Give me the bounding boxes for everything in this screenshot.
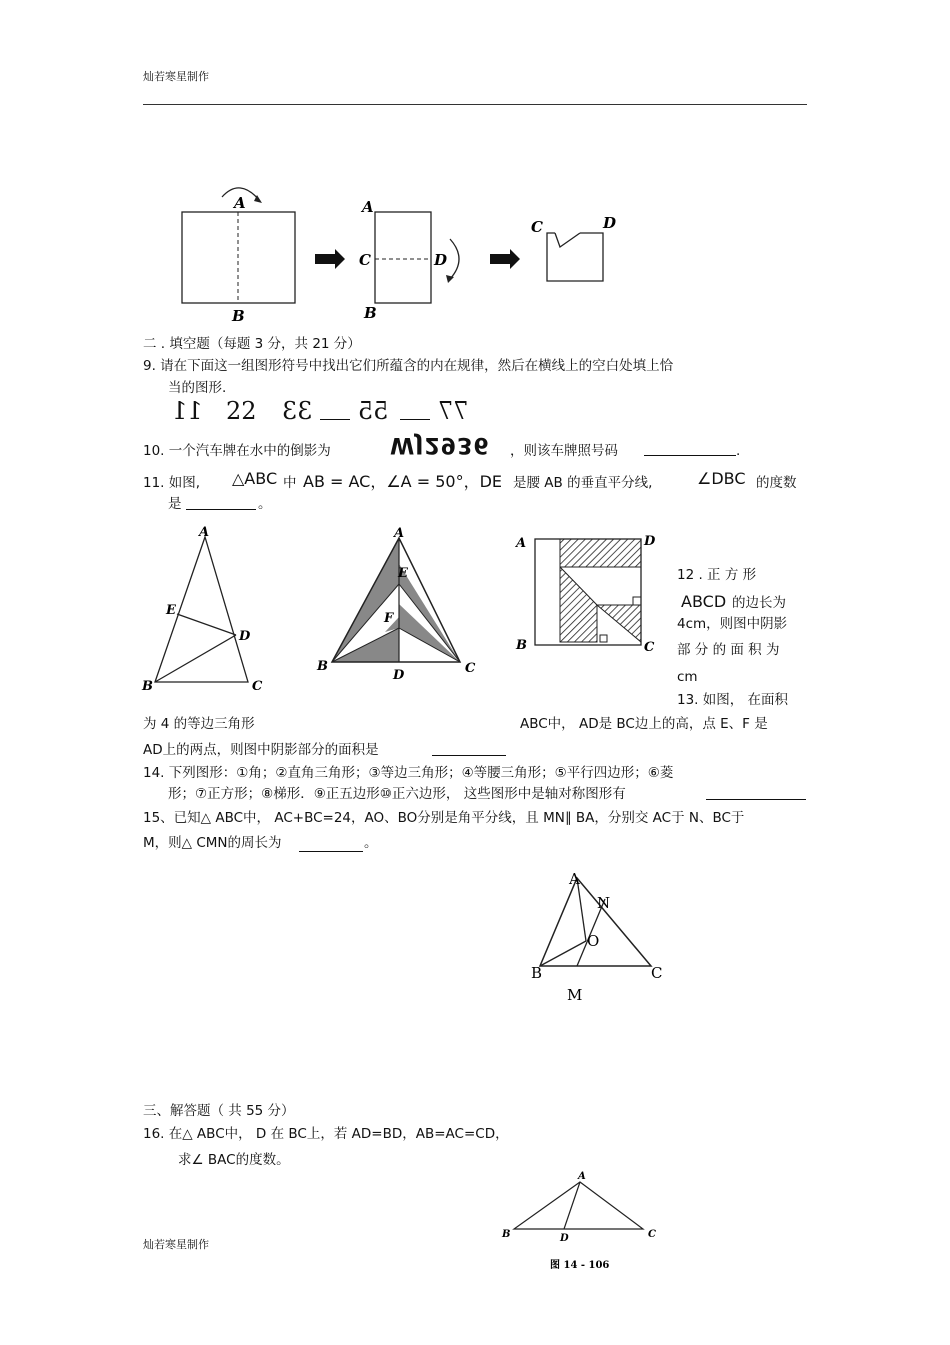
q14-line2: 形；⑦正方形；⑧梯形．⑨正五边形⑩正六边形， 这些图形中是轴对称图形有 xyxy=(168,786,626,802)
q12-line3: 4cm，则图中阴影 xyxy=(677,616,788,632)
q13-answer-blank xyxy=(432,755,506,756)
q11-ask: 的度数 xyxy=(756,475,797,491)
header-divider xyxy=(143,104,807,105)
fold-label-b1: B xyxy=(232,307,245,325)
q12-line1: 12 . 正 方 形 xyxy=(677,567,757,583)
q9-symbols xyxy=(172,397,472,427)
fig11-label-a: A xyxy=(199,525,210,540)
fig11-label-c: C xyxy=(252,679,263,694)
q12-line2: 的边长为 xyxy=(732,595,786,611)
q12-unit: cm xyxy=(677,669,698,685)
fig-shaded-triangle xyxy=(310,522,490,682)
q9-symbol-7: 77 xyxy=(438,397,469,425)
section-3-title: 三、解答题（ 共 55 分） xyxy=(143,1103,295,1119)
q13-line2a: 为 4 的等边三角形 xyxy=(143,716,255,732)
q16-line1: 16. 在△ ABC中， D 在 BC上，若 AD=BD，AB=AC=CD， xyxy=(143,1126,509,1142)
section-2-title: 二 . 填空题（每题 3 分，共 21 分） xyxy=(143,336,361,352)
figmid-label-b: B xyxy=(317,659,328,674)
fig15-label-b: B xyxy=(531,964,543,982)
q11-angle: ∠DBC xyxy=(697,469,746,488)
q11-zhong: 中 xyxy=(283,475,297,491)
fig16-label-b: B xyxy=(502,1229,511,1240)
q13-line2b: ABC中， AD是 BC边上的高，点 E、F 是 xyxy=(520,716,768,732)
q12-square-name: ABCD xyxy=(681,592,727,611)
q9-symbol-1: 11 xyxy=(172,397,203,425)
q13-line3: AD上的两点，则图中阴影部分的面积是 xyxy=(143,742,379,758)
fold-label-b2: B xyxy=(364,304,377,322)
page-footer: 灿若寒星制作 xyxy=(143,1238,209,1251)
q9-symbol-3: 33 xyxy=(282,397,313,425)
q11-condition: AB = AC，∠A = 50°，DE xyxy=(303,472,502,491)
q9-line2: 当的图形. xyxy=(168,380,227,396)
fold-label-c3: C xyxy=(531,218,543,236)
fig16-label-c: C xyxy=(648,1229,656,1240)
q11-prefix: 11. 如图, xyxy=(143,475,201,491)
fold-label-a2: A xyxy=(362,198,374,216)
q11-line2: 是 xyxy=(168,496,182,512)
fig15-label-c: C xyxy=(651,964,663,982)
q11-desc: 是腰 AB 的垂直平分线, xyxy=(513,475,653,491)
q9-symbol-5: 55 xyxy=(358,397,389,425)
q15-line2: M，则△ CMN的周长为 xyxy=(143,835,282,851)
fig12-label-a: A xyxy=(516,536,527,551)
fig16-label-a: A xyxy=(578,1171,586,1182)
q13-line1: 13. 如图， 在面积 xyxy=(677,692,789,708)
q14-answer-blank xyxy=(706,799,806,800)
figmid-label-e: E xyxy=(398,566,408,581)
fold-label-c2: C xyxy=(359,251,371,269)
q11-triangle: △ABC xyxy=(232,469,278,488)
q11-answer-blank xyxy=(186,509,256,510)
fig-q16 xyxy=(498,1165,668,1275)
q11-end: 。 xyxy=(258,496,272,512)
figmid-label-c: C xyxy=(465,661,476,676)
fig15-label-m: M xyxy=(567,986,583,1004)
q15-end: 。 xyxy=(364,835,378,851)
q12-line4: 部 分 的 面 积 为 xyxy=(677,642,780,658)
q9-blank-1 xyxy=(320,419,350,420)
q9-symbol-2: 22 xyxy=(226,397,257,425)
q15-answer-blank xyxy=(299,851,363,852)
fig12-label-b: B xyxy=(516,638,527,653)
q9-line1: 9. 请在下面这一组图形符号中找出它们所蕴含的内在规律，然后在横线上的空白处填上恰 xyxy=(143,358,674,374)
fold-label-d2: D xyxy=(434,251,448,269)
fig12-label-c: C xyxy=(644,640,655,655)
figmid-label-d: D xyxy=(393,668,405,682)
q10-prefix: 10. 一个汽车牌在水中的倒影为 xyxy=(143,443,331,459)
fig15-label-o: O xyxy=(587,932,600,950)
fold-label-a1: A xyxy=(234,194,246,212)
q15-line1: 15、已知△ ABC中， AC+BC=24，AO、BO分别是角平分线，且 MN∥ BA，分别交 AC于 N、BC于 xyxy=(143,810,745,826)
q14-line1: 14. 下列图形：①角；②直角三角形；③等边三角形；④等腰三角形；⑤平行四边形；⑥菱 xyxy=(143,765,674,781)
figmid-label-f: F xyxy=(384,611,394,626)
fig-q11 xyxy=(135,522,275,697)
fold-label-d3: D xyxy=(603,214,617,232)
fig16-label-d: D xyxy=(560,1233,569,1244)
q16-line2: 求∠ BAC的度数。 xyxy=(178,1152,290,1168)
q10-plate-reflection: WJ2936 xyxy=(390,432,490,457)
figmid-label-a: A xyxy=(394,526,405,541)
fig11-label-e: E xyxy=(166,603,176,618)
fig12-label-d: D xyxy=(644,534,656,549)
q10-suffix: ，则该车牌照号码 xyxy=(510,443,618,459)
q9-blank-2 xyxy=(400,419,430,420)
fig15-label-a: A xyxy=(569,870,580,888)
fig11-label-d: D xyxy=(239,629,251,644)
fig16-caption: 图 14 - 106 xyxy=(550,1260,610,1271)
fig11-label-b: B xyxy=(142,679,153,694)
q10-answer-blank xyxy=(644,455,736,456)
fold-figure xyxy=(160,175,640,325)
q10-end: . xyxy=(736,443,741,459)
fig-q15 xyxy=(525,866,675,1011)
page-header: 灿若寒星制作 xyxy=(143,70,209,83)
fig-q12-square xyxy=(512,527,662,657)
fig15-label-n: N xyxy=(597,894,611,912)
